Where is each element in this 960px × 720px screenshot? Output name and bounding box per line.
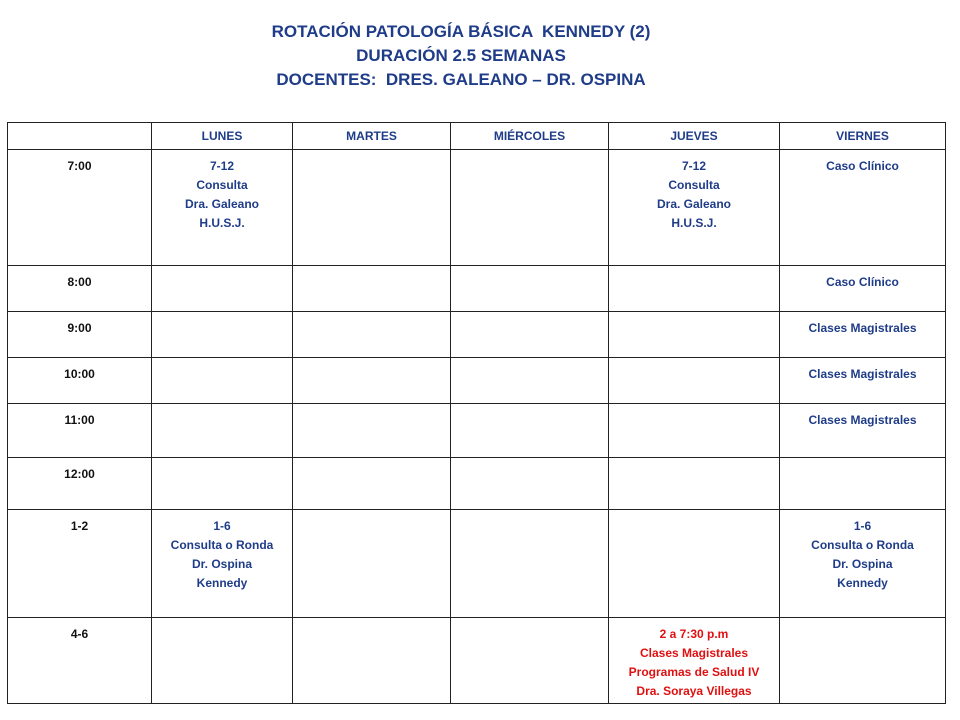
table-row [8,618,946,704]
schedule-cell [780,404,946,458]
table-row [8,404,946,458]
cell-line: Caso Clínico [826,159,899,173]
schedule-cell [780,510,946,618]
schedule-cell [293,618,451,704]
cell-line: Consulta [196,178,248,192]
cell-line: Dr. Ospina [191,557,253,571]
table-row [8,266,946,312]
schedule-cell [293,312,451,358]
schedule-cell [451,266,609,312]
schedule-cell [293,510,451,618]
table-row [8,358,946,404]
table-row [8,458,946,510]
column-header-day: MARTES [293,123,451,150]
schedule-table [7,122,946,704]
cell-line: Dra. Galeano [184,197,260,211]
cell-line: 1-6 [853,519,872,533]
time-cell: 4-6 [8,618,152,704]
cell-line: Kennedy [196,576,248,590]
time-cell: 7:00 [8,150,152,266]
cell-line: Programas de Salud IV [628,665,760,679]
schedule-cell [609,358,780,404]
table-row [8,150,946,266]
column-header-day: JUEVES [609,123,780,150]
cell-line: Clases Magistrales [639,646,749,660]
schedule-body [8,150,946,704]
schedule-cell [451,358,609,404]
cell-line: Consulta [668,178,720,192]
schedule-cell [152,266,293,312]
time-cell: 8:00 [8,266,152,312]
schedule-cell [780,358,946,404]
schedule-cell [451,458,609,510]
schedule-cell [293,266,451,312]
cell-line: Consulta o Ronda [811,538,914,552]
schedule-cell [609,618,780,704]
column-header-day: MIÉRCOLES [451,123,609,150]
page-header [0,20,922,92]
cell-line: Clases Magistrales [808,321,917,335]
schedule-cell [609,458,780,510]
schedule-cell [293,150,451,266]
schedule-cell [609,150,780,266]
cell-line: H.U.S.J. [671,216,717,230]
cell-line: 1-6 [213,519,231,533]
cell-line: Clases Magistrales [808,367,917,381]
time-cell: 9:00 [8,312,152,358]
header-row [8,123,946,150]
schedule-cell [780,458,946,510]
schedule-cell [152,312,293,358]
schedule-cell [780,312,946,358]
table-row [8,312,946,358]
schedule-cell [609,404,780,458]
title-line-3: DOCENTES: DRES. GALEANO – DR. OSPINA [276,70,646,89]
schedule-cell [451,404,609,458]
cell-line: Caso Clínico [826,275,899,289]
cell-line: Dr. Ospina [832,557,893,571]
title-line-1: ROTACIÓN PATOLOGÍA BÁSICA KENNEDY (2) [271,22,651,41]
schedule-cell [609,266,780,312]
schedule-cell [780,150,946,266]
schedule-cell [451,150,609,266]
column-header-day: VIERNES [780,123,946,150]
title-line-2: DURACIÓN 2.5 SEMANAS [356,46,566,65]
schedule-cell [293,458,451,510]
schedule-cell [609,312,780,358]
cell-line: Kennedy [837,576,888,590]
schedule-cell [451,312,609,358]
time-cell: 11:00 [8,404,152,458]
schedule-cell [293,358,451,404]
schedule-cell [451,510,609,618]
schedule-cell [152,458,293,510]
schedule-cell [780,266,946,312]
time-cell: 12:00 [8,458,152,510]
column-header-time [8,123,152,150]
schedule-cell [609,510,780,618]
cell-line: Dra. Galeano [656,197,732,211]
table-row [8,510,946,618]
column-header-day: LUNES [152,123,293,150]
time-cell: 1-2 [8,510,152,618]
schedule-cell [152,150,293,266]
cell-line: 7-12 [681,159,707,173]
schedule-cell [293,404,451,458]
cell-line: 7-12 [209,159,235,173]
cell-line: Dra. Soraya Villegas [636,684,752,698]
schedule-cell [152,358,293,404]
schedule-cell [152,404,293,458]
cell-line: H.U.S.J. [199,216,245,230]
cell-line: Clases Magistrales [808,413,917,427]
schedule-cell [780,618,946,704]
time-cell: 10:00 [8,358,152,404]
cell-line: Consulta o Ronda [170,538,274,552]
cell-line: 2 a 7:30 p.m [659,627,729,641]
schedule-cell [152,510,293,618]
schedule-cell [152,618,293,704]
schedule-cell [451,618,609,704]
